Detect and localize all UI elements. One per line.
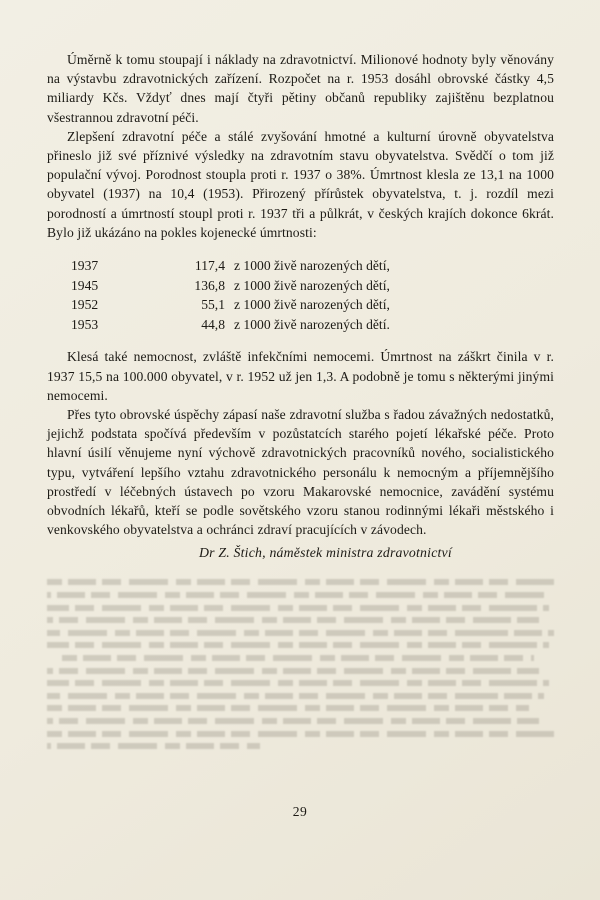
bleedthrough-line bbox=[47, 642, 549, 648]
table-row bbox=[47, 276, 554, 296]
bleedthrough-line bbox=[47, 718, 539, 724]
bleedthrough-line bbox=[47, 605, 549, 611]
table-cell-year: 1937 bbox=[71, 258, 99, 274]
bleedthrough-text bbox=[47, 579, 554, 749]
paragraph-health-improvement: Zlepšení zdravotní péče a stálé zvyšování hmotné a kulturní úrovně obyvatelstva přineslo již své příznivé výsledky na zdravotním stavu obyvatelstva. Svědčí o tom již populační vývoj. Porodnost stoupla proti r. 1937 o 38%. Úmrtnost klesla ze 13,1 na 1000 obyvatel (1937) na 10,4 (1953). Přirozený přírůstek obyvatelstva, t. j. rozdíl mezi porodností a úmrtností stoupl proti r. 1937 tři a půlkrát, v českých krajích dokonce 6krát. Bylo již ukázáno na pokles kojenecké úmrtnosti: bbox=[47, 128, 554, 240]
bleedthrough-line bbox=[47, 617, 539, 623]
table-row bbox=[47, 315, 554, 335]
author-signature: Dr Z. Štich, náměstek ministra zdravotnictví bbox=[199, 545, 452, 561]
table-cell-unit: z 1000 živě narozených dětí, bbox=[234, 277, 390, 293]
table-cell-value: 117,4 bbox=[194, 258, 225, 274]
bleedthrough-line bbox=[47, 680, 549, 686]
bleedthrough-line bbox=[47, 705, 529, 711]
text-column bbox=[47, 50, 554, 756]
paragraph-disease-decline: Klesá také nemocnost, zvláště infekčními nemocemi. Úmrtnost na záškrt činila v r. 1937 15,5 na 100.000 obyvatel, v r. 1952 už jen 1,3. A podobně je tomu s některými jinými nemocemi. bbox=[47, 349, 554, 403]
paragraph-shortcomings: Přes tyto obrovské úspěchy zápasí naše zdravotní služba s řadou závažných nedostatků, jejichž podstata spočívá především v pozůstatcích starého pojetí lékařské péče. Proto hlavní úsilí věnujeme nyní výchově zdravotnických pracovníků nového, socialistického typu, vytváření lepšího vztahu zdravotnického personálu k nemocným a příjemnějšího prostředí v léčebných ústavech po vzoru Makarovské nemocnice, zavádění systému obvodních lékařů, kteří se podle sovětského vzoru stanou rodinnými lékaři městského i venkovského obyvatelstva a ochránci zdraví pracujících v závodech. bbox=[47, 407, 554, 538]
table-cell-unit: z 1000 živě narozených dětí, bbox=[234, 297, 390, 313]
bleedthrough-line bbox=[47, 731, 554, 737]
bleedthrough-line bbox=[47, 668, 539, 674]
bleedthrough-line bbox=[47, 579, 554, 585]
paragraph-costs: Úměrně k tomu stoupají i náklady na zdravotnictví. Milionové hodnoty byly věnovány na výstavbu zdravotnických zařízení. Rozpočet na r. 1953 dosáhl obrovské částky 4,5 miliardy Kčs. Vždyť dnes mají čtyři pětiny občanů republiky zajištěnu bezplatnou všestrannou zdravotní péči. bbox=[47, 52, 554, 125]
table-row bbox=[47, 295, 554, 315]
page-number: 29 bbox=[292, 804, 308, 819]
table-cell-year: 1945 bbox=[71, 277, 99, 293]
table-cell-value: 55,1 bbox=[201, 297, 225, 313]
infant-mortality-table bbox=[47, 256, 554, 334]
table-row bbox=[47, 256, 554, 276]
bleedthrough-line bbox=[47, 592, 544, 598]
table-cell-unit: z 1000 živě narozených dětí. bbox=[234, 316, 390, 332]
table-cell-unit: z 1000 živě narozených dětí, bbox=[234, 258, 390, 274]
table-cell-year: 1952 bbox=[71, 297, 99, 313]
table-cell-year: 1953 bbox=[71, 316, 99, 332]
bleedthrough-line bbox=[47, 693, 544, 699]
bleedthrough-line bbox=[62, 655, 534, 661]
table-cell-value: 44,8 bbox=[201, 316, 225, 332]
bleedthrough-line bbox=[47, 743, 260, 749]
table-cell-value: 136,8 bbox=[194, 277, 225, 293]
bleedthrough-line bbox=[47, 630, 554, 636]
